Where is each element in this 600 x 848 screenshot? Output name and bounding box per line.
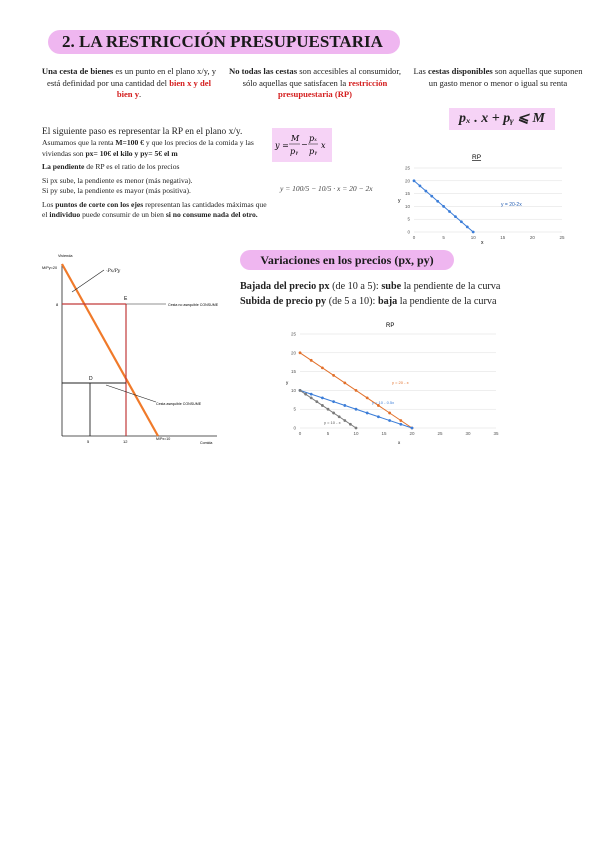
col2-text: son accesibles al consumidor, sólo aquellas que satisfacen la	[242, 66, 401, 88]
y-tick-label: 10	[290, 387, 296, 393]
data-point	[448, 210, 451, 213]
x-tick-label: 25	[437, 431, 443, 436]
v-l2b: la pendiente de la curva	[397, 295, 497, 307]
y-tick-label: 0	[407, 229, 410, 235]
data-point	[299, 389, 302, 392]
p2-bold: La pendiente	[42, 162, 85, 171]
explanation-p1a: El siguiente paso es representar la RP en el plano x/y.	[42, 127, 243, 137]
chart2-s2-label: y = 10 - 0.5x	[372, 400, 395, 405]
diag-x5: 5	[87, 439, 90, 444]
chart1-xlabel: x	[481, 240, 484, 246]
y-tick-label: 5	[293, 406, 296, 412]
diag-slope-pointer	[72, 270, 104, 292]
data-point	[377, 415, 380, 418]
data-point	[399, 423, 402, 426]
data-point	[388, 412, 391, 415]
data-point	[424, 190, 427, 193]
v-l1-bold2: sube	[381, 281, 402, 292]
y-tick-label: 15	[290, 369, 296, 375]
x-tick-label: 20	[529, 235, 535, 240]
p5-bold2: individuo	[49, 210, 81, 219]
data-point	[332, 400, 335, 403]
v-l1: (de 10 a 5):	[329, 281, 382, 292]
diag-mpx: M/Px=10	[156, 437, 171, 441]
p5b: representan las cantidades máximas que el	[42, 199, 267, 219]
chart2-x-ticks	[299, 431, 499, 436]
data-point	[321, 397, 324, 400]
variaciones-title: Variaciones en los precios (px, py)	[240, 250, 454, 270]
y-tick-label: 20	[404, 178, 410, 184]
chart2-xlabel: x	[398, 440, 401, 445]
data-point	[343, 381, 346, 384]
col3-bold: cestas disponibles	[428, 66, 493, 76]
f-lhs: y =	[275, 141, 289, 150]
chart1-ylabel: y	[398, 198, 401, 204]
data-point	[355, 389, 358, 392]
x-tick-label: 5	[326, 431, 330, 436]
chart2-s3-label: y = 10 - x	[324, 420, 341, 425]
x-tick-label: 20	[409, 431, 415, 436]
x-tick-label: 30	[465, 431, 471, 436]
data-point	[442, 205, 445, 208]
col1-text: es un punto en el plano x/y, y está definidad por una cantidad del	[47, 66, 217, 88]
data-point	[321, 404, 324, 407]
x-tick-label: 15	[500, 235, 506, 240]
data-point	[332, 374, 335, 377]
col3-text: son aquellas que suponen un gasto menor o menor o igual su renta	[428, 66, 583, 88]
chart1-series-label: y = 20-2x	[501, 202, 522, 208]
explanation-p5	[42, 200, 270, 221]
diag-ylabel: Vivienda	[58, 254, 73, 258]
x-tick-label: 5	[442, 235, 445, 240]
f-minus: −	[301, 140, 308, 149]
y-tick-label: 10	[404, 203, 410, 209]
data-point	[343, 419, 346, 422]
variaciones-text	[240, 280, 590, 309]
v-l1-bold: Bajada del precio px	[240, 281, 330, 292]
data-point	[338, 415, 341, 418]
data-point	[343, 404, 346, 407]
col2-bold: No todas las cestas	[229, 66, 298, 76]
chart2-y-ticks	[291, 332, 297, 431]
data-point	[355, 408, 358, 411]
data-point	[460, 220, 463, 223]
f-num1: M	[291, 134, 300, 143]
f-var: x	[321, 141, 326, 150]
y-tick-label: 15	[404, 191, 410, 197]
data-point	[349, 423, 352, 426]
data-point	[310, 393, 313, 396]
p1c-bold: px= 10€ el kilo y py= 5€ el m	[85, 148, 178, 158]
diag-label-E: Cesta no asequible CONSUME	[168, 303, 219, 307]
diag-y8: 8	[56, 302, 59, 307]
data-point	[436, 200, 439, 203]
f-den1: pᵧ	[290, 147, 299, 156]
data-point	[299, 351, 302, 354]
data-point	[366, 412, 369, 415]
col2-red: restricción presupuestaria (RP)	[277, 77, 388, 99]
p5-bold: puntos de corte con los ejes	[55, 199, 144, 209]
explanation-block	[42, 126, 270, 221]
y-tick-label: 0	[293, 425, 296, 431]
variaciones-line2	[240, 295, 590, 310]
col3-start: Las	[413, 66, 429, 76]
x-tick-label: 15	[381, 431, 387, 436]
p1c: y que los precios de la comida y las viviendas son	[42, 138, 254, 158]
col1-bold: Una cesta de bienes	[41, 66, 114, 76]
p5a: Los	[42, 199, 56, 209]
diag-mpy: M/Py=20	[42, 266, 58, 270]
x-tick-label: 10	[470, 235, 476, 240]
x-tick-label: 10	[353, 431, 359, 436]
y-tick-label: 20	[290, 350, 296, 356]
data-point	[355, 427, 358, 430]
x-tick-label: 25	[559, 235, 565, 240]
explanation-p4: Si py sube, la pendiente es mayor (más positiva).	[42, 186, 191, 195]
y-tick-label: 5	[407, 216, 410, 222]
col1-end: .	[139, 89, 142, 99]
diag-D: D	[89, 376, 93, 382]
chart2-title: RP	[386, 323, 395, 329]
data-point	[466, 225, 469, 228]
diag-x12: 12	[123, 439, 128, 444]
p1b: Asumamos que la renta	[42, 138, 116, 147]
chart-rp-1	[392, 150, 582, 246]
budget-formula: pₓ . x + pᵧ ⩽ M	[449, 108, 555, 130]
variaciones-line1	[240, 280, 590, 295]
p2: de RP es el ratio de los precios	[84, 162, 180, 171]
data-point	[419, 185, 422, 188]
worked-formula: y = 100/5 − 10/5 · x = 20 − 2x	[280, 184, 373, 193]
budget-diagram	[42, 250, 224, 446]
intro-col-2	[226, 66, 404, 101]
diag-slope: -Px/Py	[106, 269, 121, 274]
v-l2-bold2: baja	[377, 295, 398, 307]
data-point	[332, 412, 335, 415]
section-title: 2. LA RESTRICCIÓN PRESUPUESTARIA	[48, 30, 400, 54]
p5-bold3: si no consume nada del otro.	[165, 210, 258, 219]
data-point	[310, 359, 313, 362]
intro-col-3	[410, 66, 586, 89]
data-point	[388, 419, 391, 422]
data-point	[327, 408, 330, 411]
x-tick-label: 35	[493, 431, 499, 436]
diag-xlabel: Comida	[200, 441, 213, 445]
data-point	[315, 400, 318, 403]
chart2-ylabel: y	[286, 380, 289, 385]
x-tick-label: 0	[412, 235, 416, 240]
diag-budget-line	[62, 264, 158, 436]
data-point	[454, 215, 457, 218]
explanation-p3: Si px sube, la pendiente es menor (más negativa).	[42, 175, 193, 185]
intro-col-1	[40, 66, 218, 101]
diag-label-D: Cesta asequible CONSUME	[156, 402, 202, 406]
chart-rp-2	[280, 318, 510, 448]
data-point	[399, 419, 402, 422]
chart1-title: RP	[472, 154, 482, 161]
col1-red: bien x y del bien y	[116, 77, 211, 99]
data-point	[310, 397, 313, 400]
data-point	[472, 231, 475, 234]
data-point	[430, 195, 433, 198]
p1b-bold: M=100 €	[115, 138, 144, 147]
chart1-x-ticks	[413, 235, 565, 240]
f-den2: pᵧ	[309, 147, 318, 156]
data-point	[366, 397, 369, 400]
v-l2: (de 5 a 10):	[326, 295, 378, 307]
data-point	[411, 427, 414, 430]
y-tick-label: 25	[404, 165, 410, 171]
f-num2: pₓ	[309, 134, 317, 143]
v-l2-bold: Subida de precio py	[240, 295, 327, 307]
y-tick-label: 25	[290, 331, 296, 337]
slope-formula-box	[272, 128, 332, 162]
chart1-y-ticks	[405, 166, 411, 235]
data-point	[321, 366, 324, 369]
data-point	[304, 393, 307, 396]
x-tick-label: 0	[298, 431, 302, 436]
chart2-s1-label: y = 20 - x	[392, 380, 409, 385]
explanation-p2	[42, 162, 270, 173]
data-point	[413, 179, 416, 182]
explanation-p1	[42, 138, 270, 159]
slope-formula-svg	[272, 128, 332, 162]
diag-E: E	[124, 296, 128, 302]
v-l1b: la pendiente de la curva	[401, 281, 501, 292]
p5c: puede consumir de un bien	[80, 210, 166, 219]
